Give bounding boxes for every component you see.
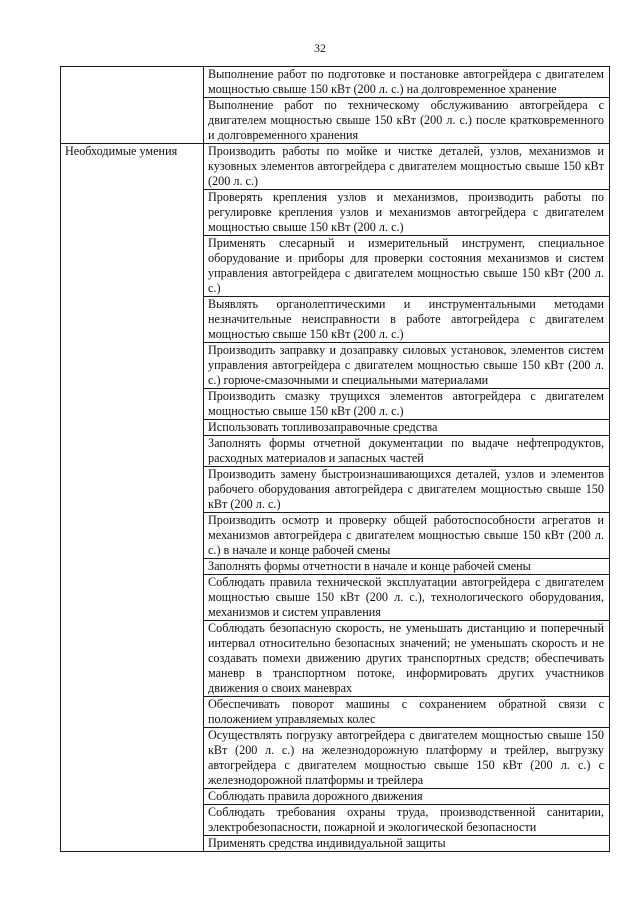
- table-cell: Применять средства индивидуальной защиты: [204, 836, 610, 852]
- table-cell: Обеспечивать поворот машины с сохранением обратной связи с положением управляемых колес: [204, 697, 610, 728]
- table-cell: Соблюдать правила технической эксплуатации автогрейдера с двигателем мощностью свыше 150 кВт (200 л. с.), технологического оборудования, механизмов и систем управления: [204, 575, 610, 621]
- table-cell: Осуществлять погрузку автогрейдера с двигателем мощностью свыше 150 кВт (200 л. с.) на железнодорожную платформу и трейлер, выгрузку автогрейдера с двигателем мощностью свыше 150 кВт (200 л. с.) с железнодорожной платформы и трейлера: [204, 728, 610, 789]
- row-label-cell: [61, 67, 204, 144]
- table-cell: Производить смазку трущихся элементов автогрейдера с двигателем мощностью свыше 150 кВт (200 л. с.): [204, 389, 610, 420]
- table-cell: Производить осмотр и проверку общей работоспособности агрегатов и механизмов автогрейдера с двигателем мощностью свыше 150 кВт (200 л. с.) в начале и конце рабочей смены: [204, 513, 610, 559]
- table-cell: Выполнение работ по подготовке и постановке автогрейдера с двигателем мощностью свыше 150 кВт (200 л. с.) на долговременное хранение: [204, 67, 610, 98]
- table-cell: Заполнять формы отчетности в начале и конце рабочей смены: [204, 559, 610, 575]
- table-cell: Производить замену быстроизнашивающихся деталей, узлов и элементов рабочего оборудования автогрейдера с двигателем мощностью свыше 150 кВт (200 л. с.): [204, 467, 610, 513]
- page-number: 32: [314, 41, 326, 55]
- table-cell: Использовать топливозаправочные средства: [204, 420, 610, 436]
- requirements-table: [60, 66, 610, 852]
- table-cell: Выявлять органолептическими и инструментальными методами незначительные неисправности в работе автогрейдера с двигателем мощностью свыше 150 кВт (200 л. с.): [204, 297, 610, 343]
- table-cell: Производить работы по мойке и чистке деталей, узлов, механизмов и кузовных элементов автогрейдера с двигателем мощностью свыше 150 кВт (200 л. с.): [204, 144, 610, 190]
- table-cell: Заполнять формы отчетной документации по выдаче нефтепродуктов, расходных материалов и запасных частей: [204, 436, 610, 467]
- table-cell: Выполнение работ по техническому обслуживанию автогрейдера с двигателем мощностью свыше 150 кВт (200 л. с.) после кратковременного и долговременного хранения: [204, 98, 610, 144]
- skills-label-cell: Необходимые умения: [61, 144, 204, 852]
- table-cell: Применять слесарный и измерительный инструмент, специальное оборудование и приборы для проверки состояния механизмов и систем управления автогрейдера с двигателем мощностью свыше 150 кВт (200 л. с.): [204, 236, 610, 297]
- table-cell: Проверять крепления узлов и механизмов, производить работы по регулировке крепления узлов и механизмов автогрейдера с двигателем мощностью свыше 150 кВт (200 л. с.): [204, 190, 610, 236]
- table-cell: Соблюдать безопасную скорость, не уменьшать дистанцию и поперечный интервал относительно безопасных значений; не уменьшать скорость и не создавать помехи движению других транспортных средств; обеспечивать маневр в транспортном потоке, информировать других участников движения о своих маневрах: [204, 621, 610, 697]
- table-row: [61, 67, 610, 98]
- table-cell: Производить заправку и дозаправку силовых установок, элементов систем управления автогрейдера с двигателем мощностью свыше 150 кВт (200 л. с.) горюче-смазочными и специальными материалами: [204, 343, 610, 389]
- table-cell: Соблюдать правила дорожного движения: [204, 789, 610, 805]
- table-cell: Соблюдать требования охраны труда, производственной санитарии, электробезопасности, пожарной и экологической безопасности: [204, 805, 610, 836]
- table-row: [61, 144, 610, 190]
